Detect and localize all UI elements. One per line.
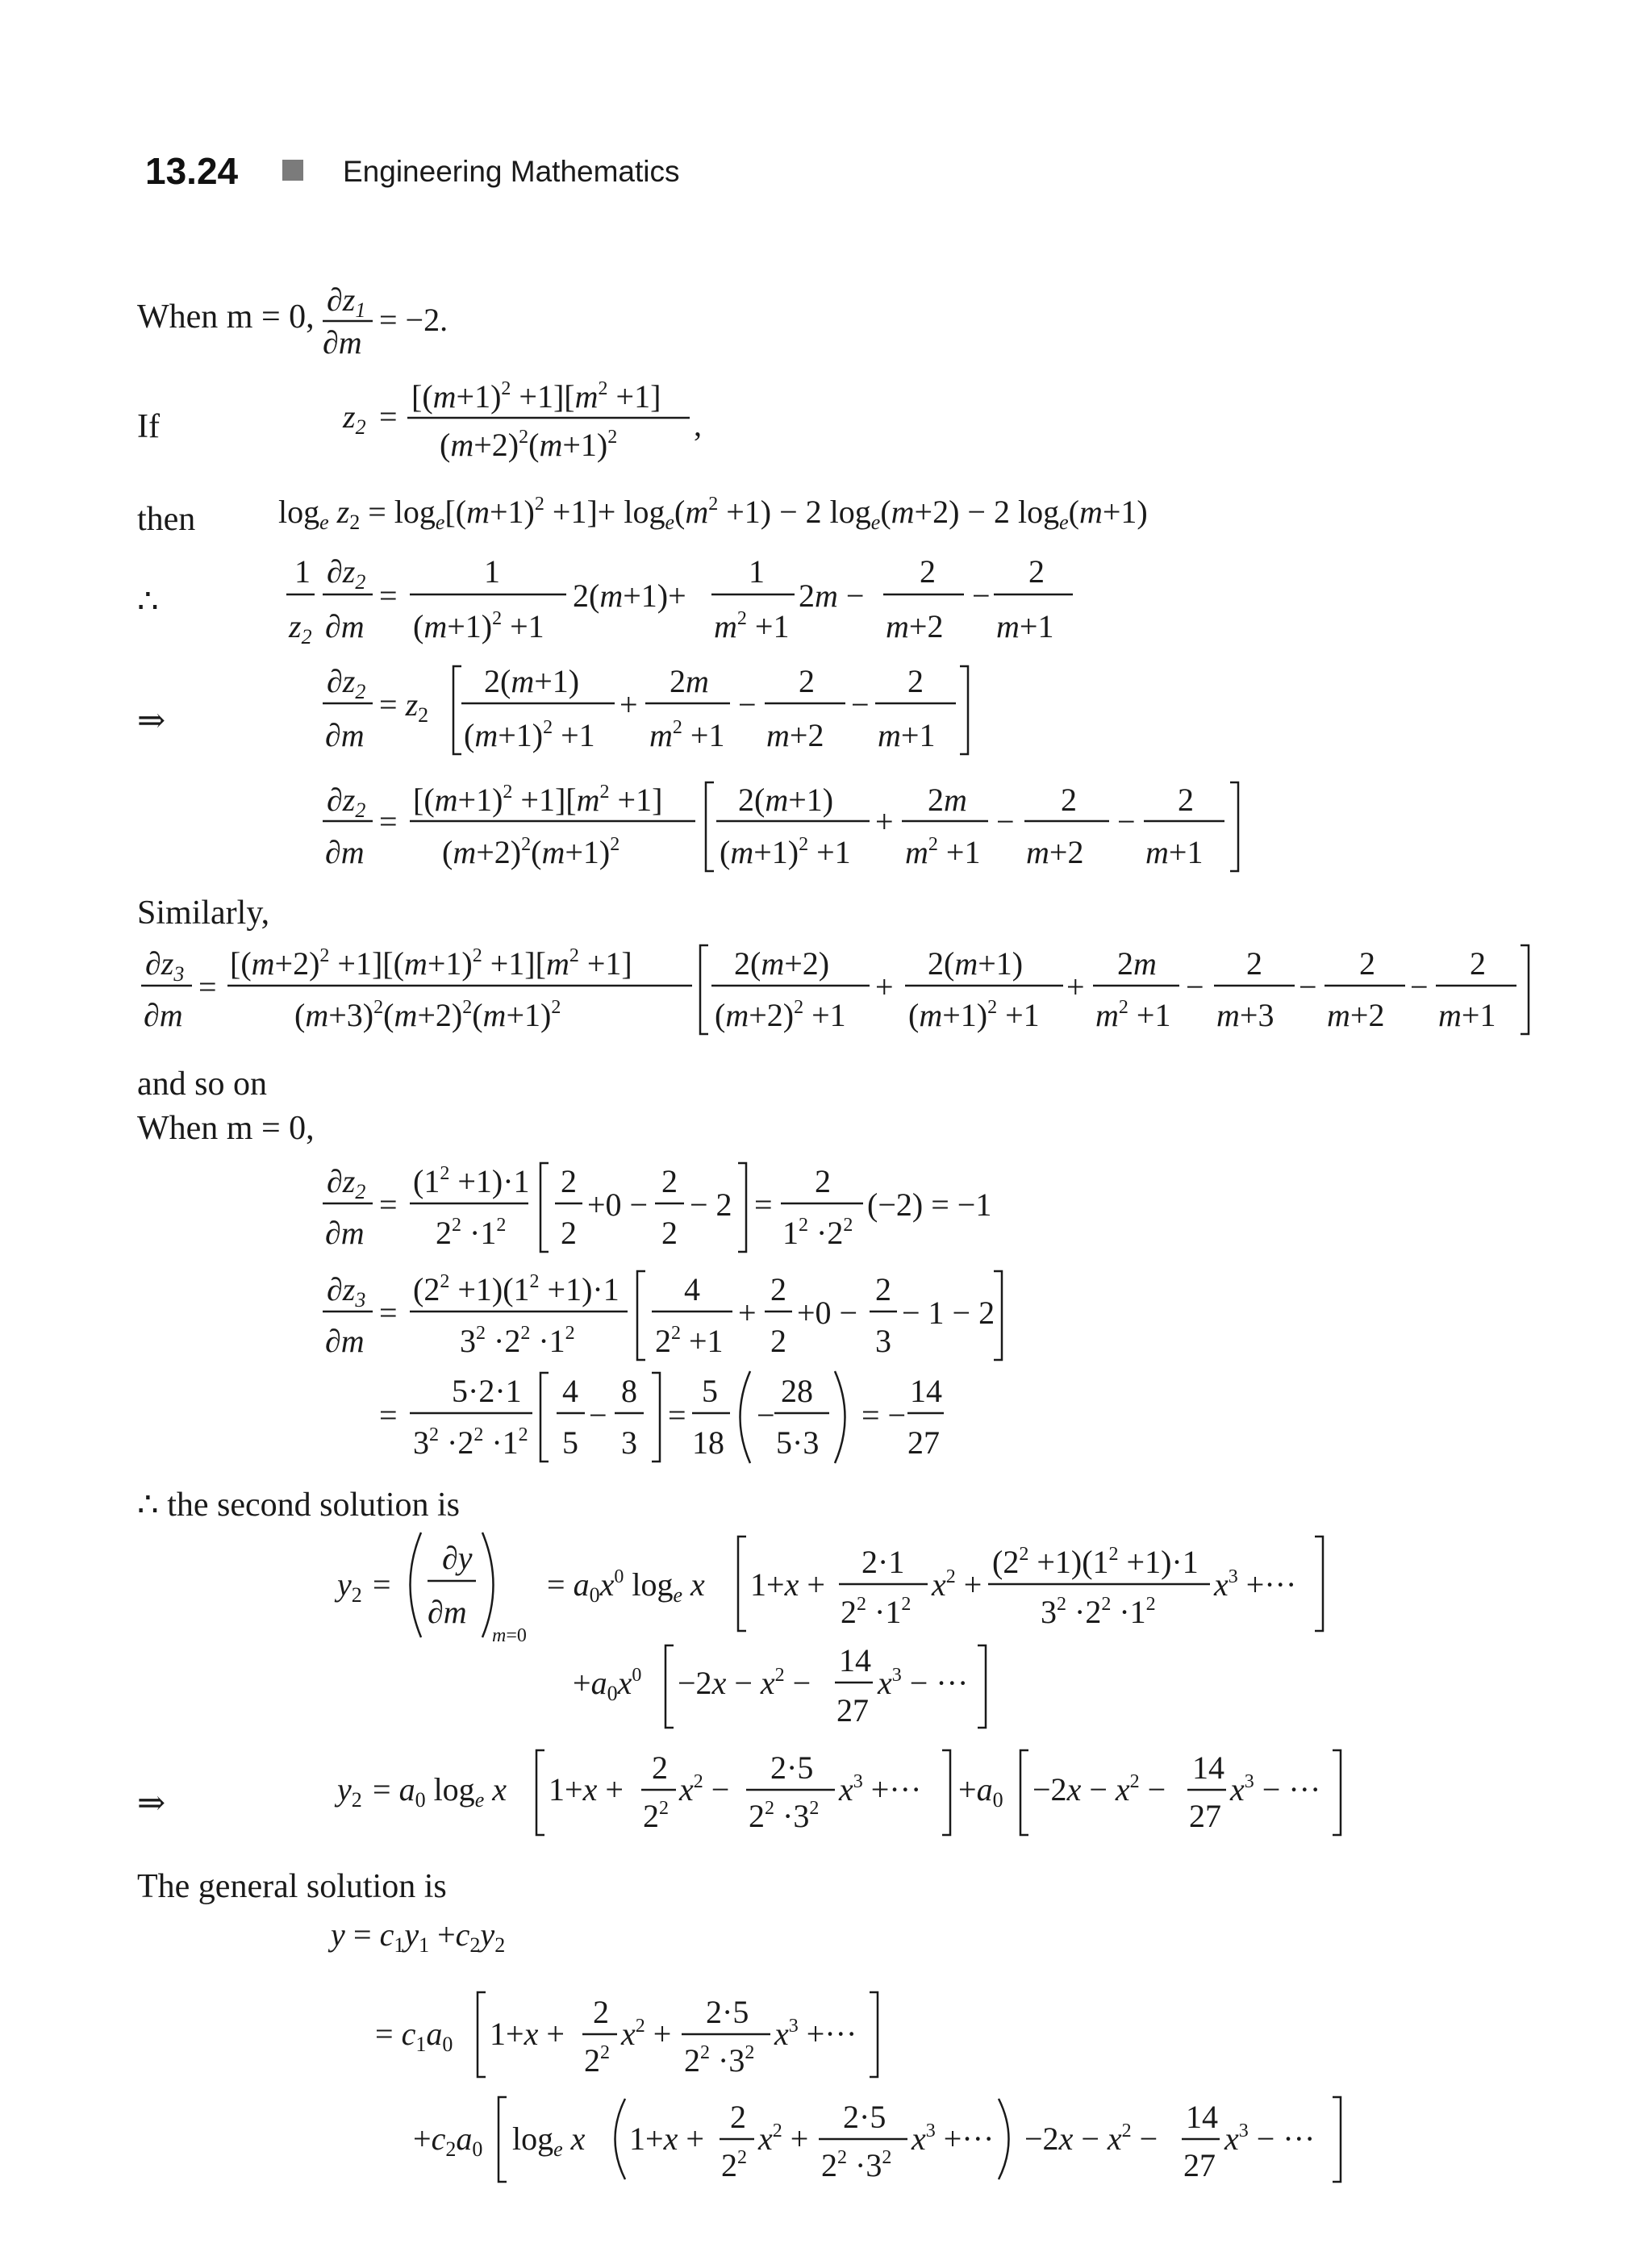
svg-text:+0 −: +0 − (587, 1186, 649, 1223)
label-second-solution: ∴ the second solution is (137, 1487, 461, 1524)
svg-text:5·3: 5·3 (776, 1424, 820, 1461)
svg-text:∂m: ∂m (325, 834, 365, 870)
svg-text:2: 2 (799, 663, 815, 699)
equation-log-z2 (278, 494, 1148, 534)
svg-text:∂z2: $\partial z_2$ (327, 553, 366, 594)
label-implies-1: ⇒ (137, 703, 166, 740)
svg-text:27: 27 (1189, 1798, 1221, 1834)
svg-text:4: 4 (684, 1271, 700, 1307)
svg-text:2: 2 (652, 1749, 668, 1786)
svg-text:m+2: m+2 (766, 717, 824, 753)
svg-text:14: 14 (1192, 1749, 1224, 1786)
svg-text:+: + (875, 969, 894, 1005)
equation-general (327, 1916, 1341, 2183)
svg-text:m2 +1: $m^2 +1$ (1095, 997, 1171, 1033)
svg-text:+a0: $+a_0$ (958, 1771, 1003, 1812)
svg-text:m2 +1: $m^2 +1$ (714, 608, 790, 644)
svg-text:2: 2 (875, 1271, 891, 1307)
svg-text:m+1: m+1 (1438, 997, 1496, 1033)
svg-text:+c2a0: $+c_2a_0$ (413, 2120, 483, 2161)
svg-text:2·5: 2·5 (843, 2099, 886, 2135)
svg-text:m+2: m+2 (886, 608, 944, 644)
svg-text:22 ·32: $2^2 \cdot 3^2$ (821, 2147, 892, 2183)
svg-text:∂z2: $\partial z_2$ (327, 663, 366, 703)
svg-text:1+x +: 1+x + (490, 2016, 565, 2052)
svg-text:2: 2 (1061, 782, 1077, 818)
svg-text:(22 +1)(12 +1)·1: $(2^2 +1)(1^2 +1)\cdot 1$ (992, 1544, 1199, 1580)
svg-text:2: 2 (661, 1163, 678, 1199)
svg-text:27: 27 (836, 1692, 869, 1728)
svg-text:32 ·22 ·12: $3^2 \cdot 2^2 \cdot 1^2$ (1041, 1594, 1156, 1630)
svg-text:=: = (379, 803, 398, 840)
svg-text:32 ·22 ·12: $3^2 \cdot 2^2 \cdot 1^2$ (460, 1323, 575, 1359)
svg-text:−: − (1410, 969, 1429, 1005)
when-m0-prefix-text: When m = 0, (137, 298, 315, 336)
svg-text:−: − (996, 803, 1015, 840)
svg-text:2(m+1)+: 2(m+1)+ (573, 578, 686, 614)
svg-text:(m+1)2 +1: $(m+1)^2 +1$ (720, 834, 851, 870)
label-if: If (137, 408, 160, 445)
svg-text:2: 2 (1359, 945, 1375, 982)
svg-text:∂m: ∂m (144, 997, 183, 1033)
equation-y2-def (334, 1532, 1323, 1646)
svg-text:(m+2)2 +1: $(m+2)^2 +1$ (715, 997, 846, 1033)
svg-text:loge z2 = loge[(m+1)2 +1]+ log: $\log_e z_2 = \log_e[(m+1)^2 +1]+ \log_e(m^2 +1) - 2$ $\log_e(m+2) - 2$ $\log_e(m+1)$ (278, 494, 1148, 534)
svg-text:+: + (620, 686, 638, 723)
svg-text:2: 2 (1028, 553, 1045, 590)
svg-text:+0 −: +0 − (797, 1295, 858, 1331)
svg-text:(m+1)2 +1: $(m+1)^2 +1$ (908, 997, 1040, 1033)
svg-text:(m+2)2(m+1)2: $(m+2)^2(m+1)^2$ (442, 834, 620, 870)
svg-text:12 ·22: $1^2 \cdot 2^2$ (782, 1215, 853, 1251)
svg-text:x2 +: $x^2$ + (932, 1566, 982, 1603)
svg-text:28: 28 (781, 1373, 813, 1409)
svg-text:[(m+2)2 +1][(m+1)2 +1][m2 +1]: $[(m+2)^2 +1][(m+1)^2 +1][m^2 +1]$ (230, 945, 632, 982)
svg-text:−2x − x2 −: $-2x - x^2$ − (1032, 1771, 1166, 1808)
svg-text:y2: $y_2$ (337, 1566, 362, 1607)
svg-text:x3 +···: $x^3$ +··· (839, 1771, 922, 1808)
svg-text:m+2: m+2 (1327, 997, 1385, 1033)
svg-text:m=0: m=0 (492, 1625, 527, 1646)
svg-text:2(m+1): 2(m+1) (928, 945, 1024, 982)
svg-text:−: − (589, 1397, 607, 1433)
svg-text:22 ·12: $2^2 \cdot 1^2$ (436, 1215, 507, 1251)
svg-text:2: 2 (815, 1163, 831, 1199)
equation-dz2-a (323, 663, 968, 754)
svg-text:x3 +···: $x^3$ +··· (1214, 1566, 1297, 1603)
svg-text:x3 − ···: $x^3$ − ··· (878, 1665, 969, 1701)
svg-text:= a0x0 loge x: = $a_0x^0$ $\log_e x$ (547, 1566, 705, 1607)
svg-text:= −: = − (861, 1397, 907, 1433)
label-similarly: Similarly, (137, 894, 270, 932)
svg-text:∂m: ∂m (325, 1323, 365, 1359)
svg-text:27: 27 (907, 1424, 940, 1461)
svg-text:= a0 loge x: = $a_0$ $\log_e x$ (373, 1771, 507, 1812)
eq-dz1-result (0, 0, 1, 1)
svg-text:2: 2 (561, 1163, 577, 1199)
svg-text:2·5: 2·5 (770, 1749, 814, 1786)
svg-text:5: 5 (562, 1424, 578, 1461)
equation-dz3-at0-b (379, 1371, 944, 1463)
svg-text:=: = (668, 1397, 686, 1433)
svg-text:+: + (875, 803, 894, 840)
svg-text:22: $2^2$ (584, 2042, 610, 2079)
svg-text:1+x +: 1+x + (629, 2120, 704, 2157)
equation-dz2-b (323, 782, 1238, 871)
equation-dz3 (141, 945, 1529, 1034)
svg-text:− 2: − 2 (690, 1186, 732, 1223)
svg-text:x3 − ···: $x^3$ − ··· (1230, 1771, 1321, 1808)
svg-text:∂z3: $\partial z_3$ (145, 945, 185, 986)
svg-text:−: − (1299, 969, 1317, 1005)
svg-text:−: − (1117, 803, 1136, 840)
svg-text:−2x − x2 −: $-2x - x^2$ − (1024, 2120, 1158, 2157)
svg-text:5·2·1: 5·2·1 (452, 1373, 522, 1409)
svg-text:2: 2 (561, 1215, 577, 1251)
svg-text:2m: 2m (1117, 945, 1157, 982)
svg-text:2: 2 (661, 1215, 678, 1251)
svg-text:(22 +1)(12 +1)·1: $(2^2 +1)(1^2 +1)\cdot 1$ (413, 1271, 620, 1307)
svg-text:−: − (757, 1397, 775, 1433)
svg-text:y2: $y_2$ (337, 1771, 362, 1812)
svg-text:∂z3: $\partial z_3$ (327, 1271, 366, 1311)
svg-text:x2 +: $x^2$ + (621, 2016, 672, 2052)
page-number: 13.24 (145, 150, 239, 192)
book-title: Engineering Mathematics (343, 155, 680, 188)
svg-text:+a0x0: $+a_0x^0$ (573, 1665, 642, 1705)
svg-text:1: 1 (294, 553, 311, 590)
svg-text:−: − (972, 578, 991, 614)
svg-text:loge x: $\log_e x$ (512, 2120, 586, 2161)
svg-text:2: 2 (770, 1271, 786, 1307)
svg-text:x2 −: $x^2$ − (679, 1771, 730, 1808)
svg-text:2(m+1): 2(m+1) (738, 782, 834, 818)
svg-text:2: 2 (1178, 782, 1194, 818)
svg-text:2·1: 2·1 (861, 1544, 905, 1580)
svg-text:∂m: ∂m (428, 1594, 467, 1630)
svg-text:2m: 2m (928, 782, 967, 818)
svg-text:[(m+1)2 +1][m2 +1]: $[(m+1)^2 +1][m^2 +1]$ (411, 378, 661, 415)
svg-text:14: 14 (839, 1642, 871, 1678)
svg-text:= c1a0: = $c_1a_0$ (375, 2016, 453, 2056)
svg-text:14: 14 (1186, 2099, 1218, 2135)
svg-text:2(m+2): 2(m+2) (734, 945, 830, 982)
svg-text:2m: 2m (670, 663, 709, 699)
svg-text:=: = (198, 969, 217, 1005)
svg-text:5: 5 (702, 1373, 718, 1409)
svg-text:,: , (694, 407, 702, 443)
svg-text:(m+3)2(m+2)2(m+1)2: $(m+3)^2(m+2)^2(m+1)^2$ (294, 997, 561, 1033)
svg-text:= z2: = $z_2$ (379, 686, 429, 727)
svg-text:3: 3 (621, 1424, 637, 1461)
svg-text:∂m: ∂m (325, 717, 365, 753)
svg-text:=: = (379, 1397, 398, 1433)
svg-text:∂z2: $\partial z_2$ (327, 1163, 366, 1203)
svg-text:∂z1: $\partial z_1$ (327, 281, 366, 322)
svg-text:22 ·32: $2^2 \cdot 3^2$ (749, 1798, 820, 1834)
svg-text:m+1: m+1 (878, 717, 936, 753)
svg-text:m+2: m+2 (1026, 834, 1084, 870)
svg-text:=: = (379, 398, 398, 435)
svg-text:−: − (851, 686, 870, 723)
svg-text:=: = (379, 1295, 398, 1331)
svg-text:+: + (1066, 969, 1085, 1005)
svg-text:− 1 − 2: − 1 − 2 (902, 1295, 995, 1331)
equation-y2-def-cont (573, 1642, 986, 1728)
svg-text:=: = (373, 1566, 391, 1603)
equation-text-anchors (0, 0, 1, 1)
svg-text:z2: $z_2$ (343, 398, 366, 439)
svg-text:22 ·32: $2^2 \cdot 3^2$ (684, 2042, 755, 2079)
svg-text:m+1: m+1 (996, 608, 1054, 644)
svg-text:m+3: m+3 (1216, 997, 1274, 1033)
svg-text:∂y: ∂y (442, 1540, 473, 1576)
svg-text:=: = (379, 1186, 398, 1223)
svg-text:y: y (331, 1916, 345, 1953)
svg-text:22 ·12: $2^2 \cdot 1^2$ (841, 1594, 912, 1630)
svg-text:2: 2 (1246, 945, 1262, 982)
svg-text:3: 3 (875, 1323, 891, 1359)
svg-text:−: − (738, 686, 757, 723)
svg-text:27: 27 (1183, 2147, 1216, 2183)
svg-text:2·5: 2·5 (706, 1994, 749, 2030)
svg-text:= −2.: = −2. (379, 302, 448, 338)
svg-text:22 +1: $2^2 +1$ (655, 1323, 724, 1359)
svg-text:=: = (754, 1186, 773, 1223)
equation-dlog-z2 (286, 553, 1073, 648)
svg-text:x3 − ···: $x^3$ − ··· (1224, 2120, 1316, 2157)
svg-text:[(m+1)2 +1][m2 +1]: $[(m+1)^2 +1][m^2 +1]$ (413, 782, 663, 818)
svg-text:−2x − x2 −: $-2x - x^2$ − (678, 1665, 811, 1701)
svg-text:(m+2)2(m+1)2: $(m+2)^2(m+1)^2$ (440, 427, 618, 463)
svg-text:2: 2 (907, 663, 924, 699)
svg-text:∂z2: $\partial z_2$ (327, 782, 366, 822)
svg-text:(−2) = −1: (−2) = −1 (867, 1186, 992, 1223)
svg-text:2: 2 (920, 553, 936, 590)
svg-text:(m+1)2 +1: $(m+1)^2 +1$ (464, 717, 595, 753)
svg-text:∂m: ∂m (323, 324, 362, 361)
svg-text:22: $2^2$ (643, 1798, 669, 1834)
svg-text:22: $2^2$ (721, 2147, 747, 2183)
svg-text:32 ·22 ·12: $3^2 \cdot 2^2 \cdot 1^2$ (413, 1424, 528, 1461)
label-therefore: ∴ (137, 583, 159, 620)
svg-text:1+x +: 1+x + (549, 1771, 624, 1808)
svg-text:m+1: m+1 (1145, 834, 1204, 870)
svg-text:2(m+1): 2(m+1) (484, 663, 580, 699)
label-and-so-on: and so on (137, 1065, 267, 1103)
svg-text:x3 +···: $x^3$ +··· (774, 2016, 857, 2052)
svg-text:2: 2 (593, 1994, 609, 2030)
svg-text:z2: $z_2$ (289, 608, 312, 648)
svg-text:8: 8 (621, 1373, 637, 1409)
label-implies-2: ⇒ (137, 1785, 166, 1822)
svg-text:2: 2 (1470, 945, 1486, 982)
svg-text:∂m: ∂m (325, 608, 365, 644)
svg-text:4: 4 (562, 1373, 578, 1409)
svg-text:14: 14 (910, 1373, 942, 1409)
svg-text:+: + (738, 1295, 757, 1331)
svg-text:m2 +1: $m^2 +1$ (905, 834, 981, 870)
label-then: then (137, 501, 196, 538)
equation-dz1 (323, 281, 448, 361)
svg-text:2: 2 (730, 2099, 746, 2135)
svg-text:1: 1 (749, 553, 765, 590)
svg-text:2m −: 2m − (799, 578, 865, 614)
equation-y2-final (334, 1749, 1341, 1835)
svg-text:(12 +1)·1: $(1^2 +1)\cdot 1$ (413, 1163, 530, 1199)
label-general-solution: The general solution is (137, 1868, 447, 1905)
svg-text:18: 18 (692, 1424, 724, 1461)
svg-text:−: − (1186, 969, 1204, 1005)
svg-text:x2 +: $x^2$ + (758, 2120, 809, 2157)
svg-text:1: 1 (484, 553, 500, 590)
svg-text:∂m: ∂m (325, 1215, 365, 1251)
svg-text:m2 +1: $m^2 +1$ (649, 717, 725, 753)
svg-text:(m+1)2 +1: $(m+1)^2 +1$ (413, 608, 544, 644)
svg-text:2: 2 (770, 1323, 786, 1359)
svg-text:x3 +···: $x^3$ +··· (912, 2120, 995, 2157)
svg-text:=: = (379, 578, 398, 614)
label-when-m0: When m = 0, (137, 1110, 315, 1147)
equation-dz2-at0 (323, 1163, 991, 1252)
svg-text:1+x +: 1+x + (750, 1566, 825, 1603)
equation-z2-def (342, 378, 702, 463)
svg-text:= c1y1 +c2y2: = $c_1y_1 +c_2y_2$ (353, 1916, 506, 1957)
equation-dz3-at0 (323, 1271, 1002, 1360)
